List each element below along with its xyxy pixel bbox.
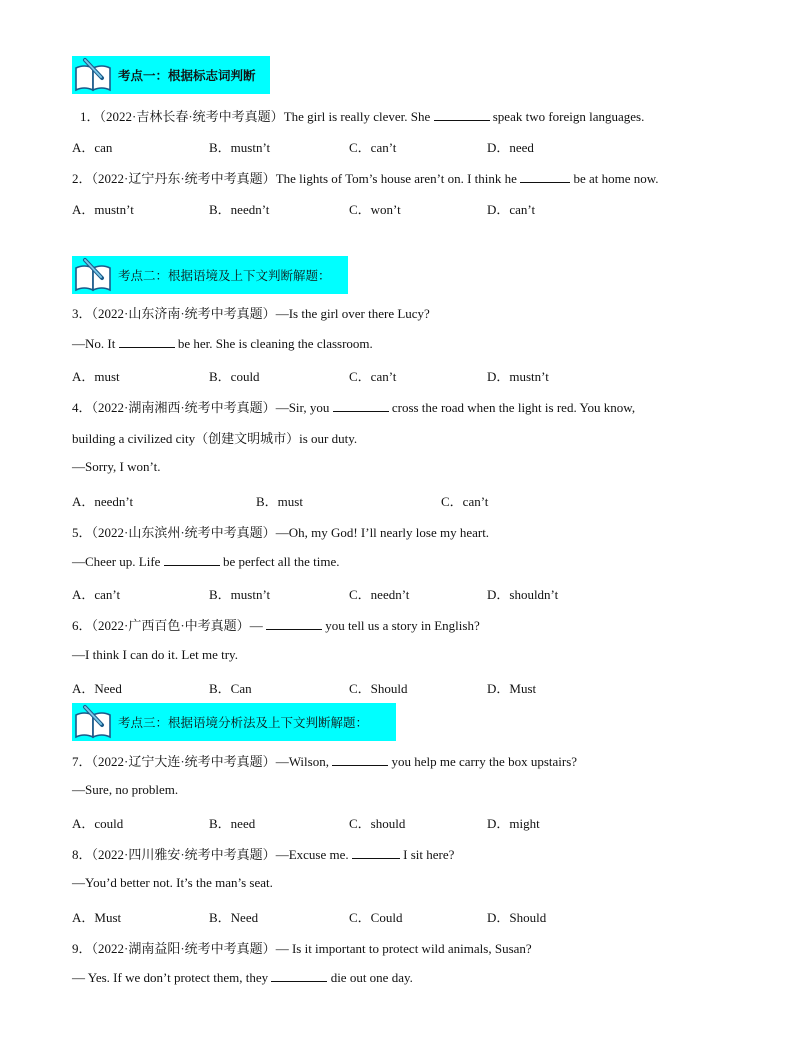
option-a: A．must: [72, 369, 120, 384]
option-b: B．Can: [209, 681, 252, 696]
option-d: D．Must: [487, 681, 537, 696]
question-9: 9．（2022·湖南益阳·统考中考真题）— Is it important to protect wild animals, Susan?: [72, 941, 532, 956]
option-d: D．might: [487, 816, 540, 831]
option-a: A．could: [72, 816, 124, 831]
answer-blank: [520, 170, 570, 183]
answer-blank: [271, 969, 327, 982]
option-a: A．needn’t: [72, 494, 134, 509]
option-b: B．mustn’t: [209, 587, 271, 602]
book-pencil-icon: [72, 56, 116, 94]
option-b: B．Need: [209, 910, 259, 925]
option-d: D．can’t: [487, 202, 536, 217]
question-5-line-2: —Cheer up. Life be perfect all the time.: [72, 554, 340, 569]
answer-blank: [119, 335, 175, 348]
option-a: A．mustn’t: [72, 202, 134, 217]
section-banner-2: [72, 256, 348, 294]
question-7: 7．（2022·辽宁大连·统考中考真题）—Wilson, you help me carry the box upstairs?: [72, 754, 578, 769]
question-4-line-3: —Sorry, I won’t.: [72, 459, 161, 474]
option-a: A．can’t: [72, 587, 121, 602]
option-a: A．Must: [72, 910, 122, 925]
option-c: C．won’t: [349, 202, 401, 217]
answer-blank: [332, 753, 388, 766]
option-a: A．can: [72, 140, 113, 155]
question-6: 6．（2022·广西百色·中考真题）— you tell us a story in English?: [72, 618, 480, 633]
option-c: C．can’t: [349, 369, 397, 384]
answer-blank: [266, 617, 322, 630]
question-1: 1．（2022·吉林长春·统考中考真题）The girl is really clever. She speak two foreign languages.: [80, 109, 645, 124]
answer-blank: [164, 553, 220, 566]
answer-blank: [333, 399, 389, 412]
answer-blank: [434, 108, 490, 121]
option-a: A．Need: [72, 681, 122, 696]
question-9-line-2: — Yes. If we don’t protect them, they die out one day.: [72, 970, 413, 985]
option-c: C．can’t: [349, 140, 397, 155]
section-title: 考点三：根据语境分析法及上下文判断解题：: [118, 715, 369, 730]
option-b: B．needn’t: [209, 202, 270, 217]
section-title: 考点一：根据标志词判断: [118, 68, 256, 83]
option-c: C．Should: [349, 681, 408, 696]
question-7-line-2: —Sure, no problem.: [72, 782, 179, 797]
option-d: D．Should: [487, 910, 547, 925]
question-8-line-2: —You’d better not. It’s the man’s seat.: [72, 875, 273, 890]
answer-blank: [352, 846, 400, 859]
option-d: D．need: [487, 140, 534, 155]
section-banner-1: [72, 56, 270, 94]
option-d: D．mustn’t: [487, 369, 549, 384]
option-c: C．needn’t: [349, 587, 410, 602]
book-pencil-icon: [72, 703, 116, 741]
book-pencil-icon: [72, 256, 116, 294]
question-2: 2．（2022·辽宁丹东·统考中考真题）The lights of Tom’s house aren’t on. I think he be at home now.: [72, 171, 659, 186]
question-4: 4．（2022·湖南湘西·统考中考真题）—Sir, you cross the road when the light is red. You know,: [72, 400, 636, 415]
option-c: C．should: [349, 816, 406, 831]
question-8: 8．（2022·四川雅安·统考中考真题）—Excuse me. I sit here?: [72, 847, 455, 862]
question-5: 5．（2022·山东滨州·统考中考真题）—Oh, my God! I’ll nearly lose my heart.: [72, 525, 490, 540]
question-6-line-2: —I think I can do it. Let me try.: [72, 647, 238, 662]
question-3-line-2: —No. It be her. She is cleaning the classroom.: [72, 336, 373, 351]
section-title: 考点二：根据语境及上下文判断解题：: [118, 268, 331, 283]
question-4-line-2: building a civilized city（创建文明城市）is our duty.: [72, 431, 358, 446]
option-b: B．must: [256, 494, 303, 509]
option-b: B．could: [209, 369, 260, 384]
section-banner-3: [72, 703, 396, 741]
option-b: B．need: [209, 816, 256, 831]
option-d: D．shouldn’t: [487, 587, 559, 602]
question-3: 3．（2022·山东济南·统考中考真题）—Is the girl over there Lucy?: [72, 306, 430, 321]
option-c: C．Could: [349, 910, 403, 925]
option-c: C．can’t: [441, 494, 489, 509]
option-b: B．mustn’t: [209, 140, 271, 155]
